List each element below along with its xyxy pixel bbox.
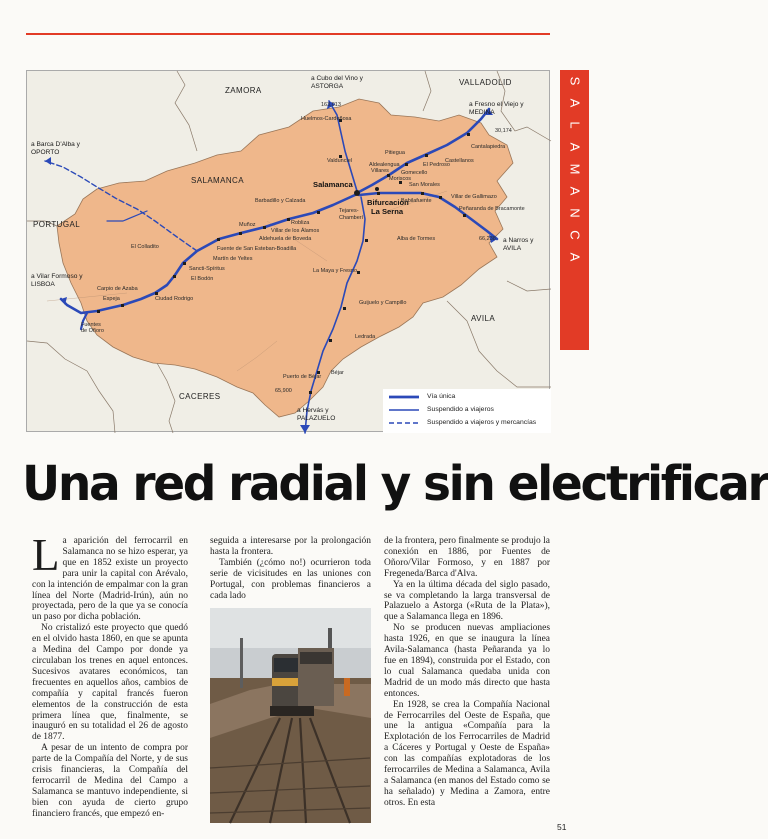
- section-tab-letter: C: [567, 230, 583, 240]
- section-tab-letter: L: [567, 121, 583, 129]
- station-aldealengua: Aldealengua: [369, 162, 400, 168]
- km-163: 163,013: [321, 102, 341, 108]
- station-puertobejar: Puerto de Béjar: [283, 374, 322, 380]
- km-66238: 66,238: [479, 236, 496, 242]
- station-ciudadrodrigo: Ciudad Rodrigo: [155, 296, 194, 302]
- station-bejar: Béjar: [331, 370, 344, 376]
- body-column-1: [32, 530, 188, 820]
- page-number: 51: [557, 822, 567, 832]
- section-tab-letter: N: [567, 208, 583, 218]
- station-robliza: Robliza: [291, 220, 310, 226]
- region-valladolid: VALLADOLID: [459, 78, 512, 87]
- station-huelmos: Huelmos-Cardeñosa: [301, 116, 352, 122]
- headline: Una red radial y sin electrificar: [22, 456, 768, 512]
- station-sanctispiritus: Sancti-Spíritus: [189, 266, 225, 272]
- paragraph-6: de la frontera, pero finalmente se produjo la conexión en 1886, por Fuentes de Oñoro/Vilar Formoso, y en 1887 por Fregeneda/Barca d'Alva.: [384, 536, 550, 579]
- station-castellanos: Castellanos: [445, 158, 474, 164]
- station-babilafuente: Babilafuente: [401, 198, 432, 204]
- exit-hervas: a Hervás y PALAZUELO: [297, 407, 336, 422]
- station-martindeyeltes: Martín de Yeltes: [213, 256, 253, 262]
- section-tab-letter: M: [567, 163, 583, 175]
- exit-cubo: a Cubo del Vino y ASTORGA: [311, 75, 363, 90]
- station-pedroso: El Pedroso: [423, 162, 450, 168]
- section-tab-letter: A: [567, 186, 583, 196]
- region-zamora: ZAMORA: [225, 86, 262, 95]
- station-valdunciel: Valdunciel: [327, 158, 352, 164]
- paragraph-1: La aparición del ferrocarril en Salamanca no se hizo esperar, ya que en 1852 existe un proyecto para unir la capital con Arévalo, con la intención de empalmar con la gran línea del Norte (Madrid-Irún), aún no proyectada, pero de la que ya se conocía un paso por dicha población.: [32, 530, 188, 623]
- paragraph-2: No cristalizó este proyecto que quedó en el olvido hasta 1860, en que se apunta a Medina del Campo por donde ya circulaban los trenes en aquel entonces. Sucesivos avatares económicos, tan frecuentes en aquellos años, cambios de compañía y capital francés fueron elementos de la construcción de esta primera línea que, finalmente, se inauguró en su totalidad el 26 de agosto de 1877.: [32, 623, 188, 743]
- place-bifurcacion: Bifurcación: [367, 198, 409, 207]
- paragraph-8: No se producen nuevas ampliaciones hasta 1926, en que se inaugura la línea Avila-Salamanca (hasta Peñaranda ya lo fue en 1894), construida por el Estado, con lo cual Salamanca quedaba unida con Madrid de un modo más directo que hasta entonces.: [384, 623, 550, 699]
- place-laserna: La Serna: [371, 207, 404, 216]
- station-aldehuela: Aldehuela de Boveda: [259, 236, 312, 242]
- station-espeja: Espeja: [103, 296, 120, 302]
- station-fuentesdeonoro: Fuentes de Oñoro: [81, 322, 104, 334]
- region-avila: AVILA: [471, 314, 496, 323]
- section-tab-letter: A: [567, 142, 583, 152]
- km-65900: 65,900: [275, 388, 292, 394]
- body-column-2: [210, 536, 371, 601]
- station-munoz: Muñoz: [239, 222, 256, 228]
- place-salamanca: Salamanca: [313, 180, 353, 189]
- region-salamanca: SALAMANCA: [191, 176, 244, 185]
- station-elbodon: El Bodón: [191, 276, 214, 282]
- station-villares: Villares: [371, 168, 389, 174]
- railway-map: [26, 70, 550, 432]
- station-colladito: El Colladito: [131, 244, 159, 250]
- paragraph-3: A pesar de un intento de compra por parte de la Compañía del Norte, y de sus crisis financieras, la Compañía del ferrocarril de Medina del Campo a Salamanca se mantuvo independiente, si bien con ayuda de cierto grupo financiero francés, que empezó en-: [32, 743, 188, 819]
- paragraph-5: También (¿cómo no!) ocurrieron toda serie de vicisitudes en las uniones con Portugal, con problemas financieros a cada lado: [210, 557, 371, 601]
- station-albadetormes: Alba de Tormes: [397, 236, 436, 242]
- bifurcacion-node: [375, 187, 379, 191]
- station-tejares: Tejares-: [339, 208, 359, 214]
- train-photo: [210, 608, 371, 823]
- station-moriscos: Moriscos: [389, 176, 412, 182]
- exit-barca: a Barca D'Alba y OPORTO: [31, 141, 80, 156]
- paragraph-7: Ya en la última década del siglo pasado, se va completando la larga transversal de Palazuelo a Astorga («Ruta de la Plata»), que a Salamanca llega en 1896.: [384, 579, 550, 623]
- station-lamaya: La Maya y Fresno: [313, 268, 358, 274]
- station-barbadillo: Barbadillo y Calzada: [255, 198, 306, 204]
- region-portugal: PORTUGAL: [33, 220, 81, 229]
- region-caceres: CACERES: [179, 392, 221, 401]
- legend-swatch-thin: [389, 406, 421, 414]
- station-pitiegua: Pitiegua: [385, 150, 405, 156]
- section-tab-letter: A: [567, 252, 583, 262]
- station-chamberi: Chamberí: [339, 215, 364, 221]
- body-column-3: [384, 536, 550, 809]
- station-ledrada: Ledrada: [355, 334, 376, 340]
- station-cantalapiedra: Cantalapiedra: [471, 144, 506, 150]
- top-rule: [26, 33, 550, 35]
- exit-fresno: a Fresno el Viejo y MEDINA: [469, 101, 524, 116]
- section-tab-text: [560, 70, 589, 268]
- drop-cap: L: [32, 530, 60, 580]
- exit-vilar: a Vilar Formoso y LISBOA: [31, 273, 83, 288]
- station-gomecello: Gomecello: [401, 170, 428, 176]
- train-photo-graphic: [210, 608, 371, 823]
- legend-swatch-dashed: [389, 419, 421, 427]
- salamanca-node: [354, 190, 360, 196]
- station-guijuelo: Guijuelo y Campillo: [359, 300, 407, 306]
- paragraph-9: En 1928, se crea la Compañía Nacional de Ferrocarriles del Oeste de España, que une la antigua «Compañía para la Explotación de los Ferrocarriles de Madrid a Cáceres y Portugal y Oeste de España» con las compañías explotadoras de los ferrocarriles de Medina a Salamanca, Avila a Salamanca (en manos del Estado como se ha señalado) y Medina a Zamora, entre otros. En esta: [384, 699, 550, 808]
- station-sanmorales: San Morales: [409, 182, 440, 188]
- section-tab-letter: A: [567, 98, 583, 108]
- station-penaranda: Peñaranda de Bracamonte: [459, 206, 525, 212]
- km-30: 30,174: [495, 128, 512, 134]
- station-villaralamos: Villar de los Álamos: [271, 228, 320, 234]
- legend-swatch-thick: [389, 393, 421, 401]
- station-carpio: Carpio de Azaba: [97, 286, 138, 292]
- section-tab-letter: S: [567, 76, 583, 86]
- station-villagallimazo: Villar de Gallimazo: [451, 194, 497, 200]
- paragraph-4: seguida a interesarse por la prolongación hasta la frontera.: [210, 536, 371, 557]
- station-fuentesanesteban: Fuente de San Esteban-Boadilla: [217, 246, 297, 252]
- section-tab: [560, 70, 589, 350]
- map-legend: Vía única Suspendido a viajeros Suspendido a viajeros y mercancías: [383, 389, 551, 433]
- exit-narros: a Narros y AVILA: [503, 237, 534, 252]
